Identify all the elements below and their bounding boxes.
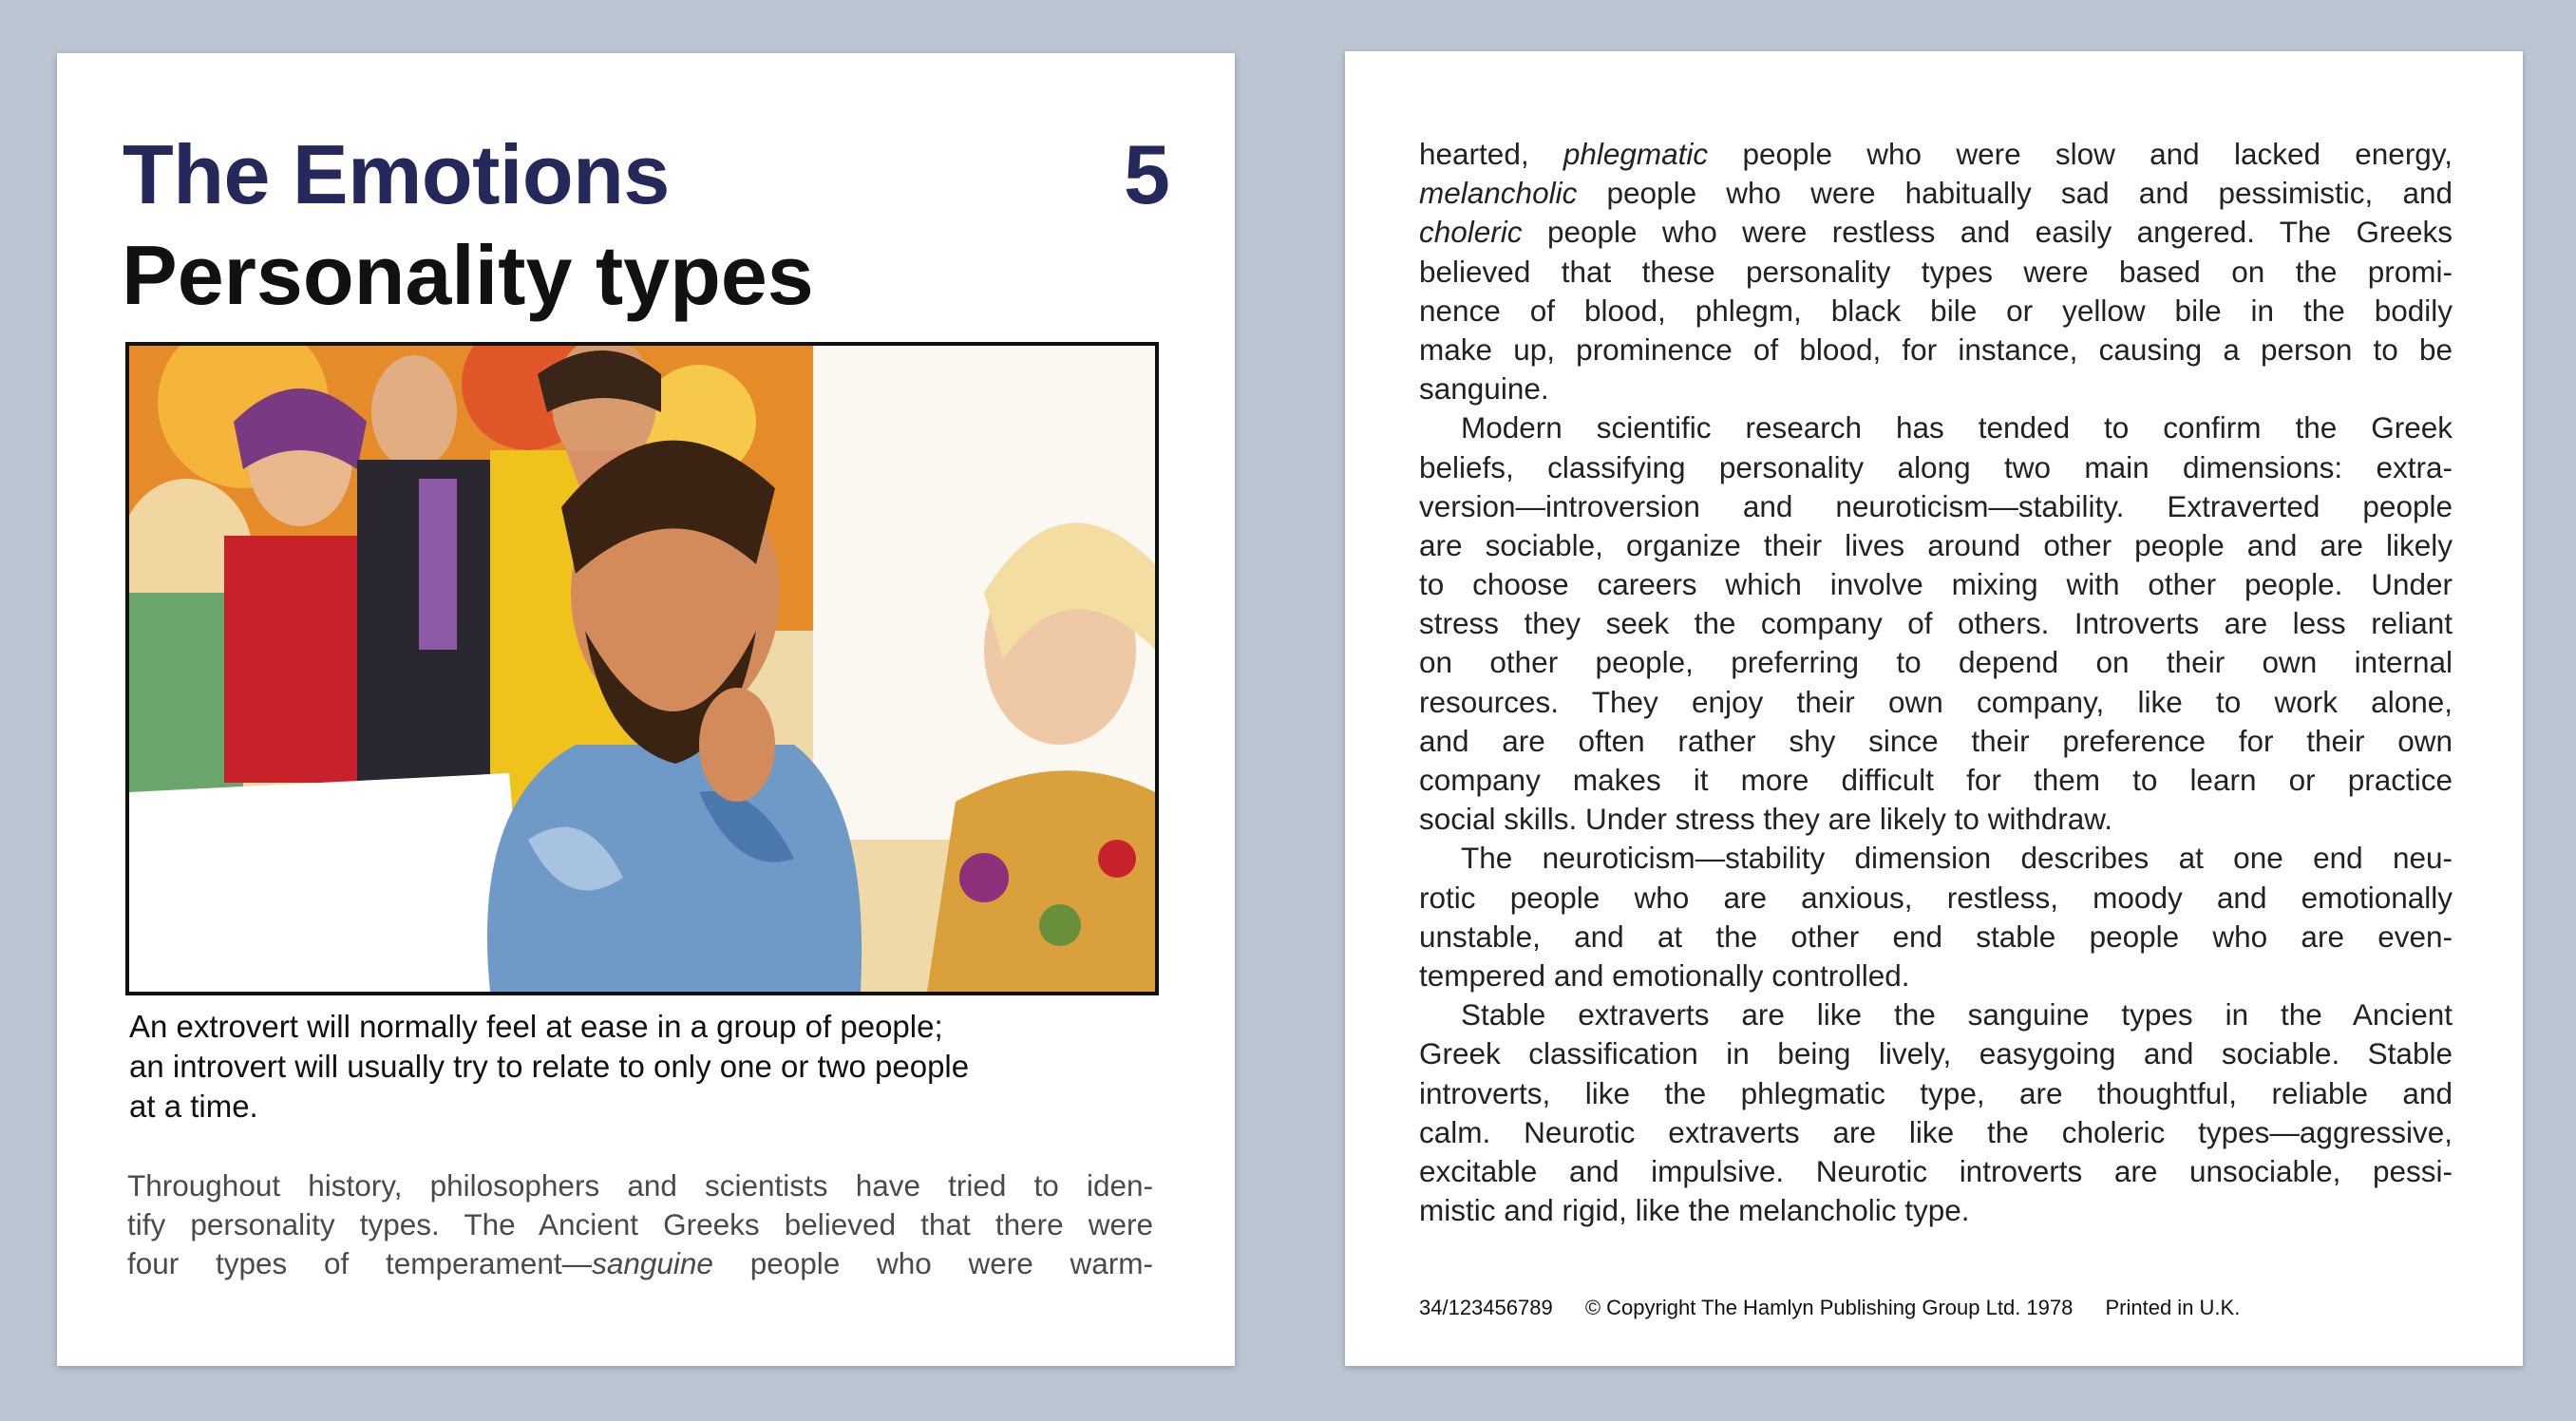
body-line: calm. Neurotic extraverts are like the choleric types—aggressive, [1419,1114,2453,1149]
body-line: to choose careers which involve mixing with other people. Under [1419,567,2453,602]
italic-term: melancholic [1419,176,1578,211]
catalogue-code: 34/123456789 [1419,1296,1553,1319]
body-line: Modern scientific research has tended to confirm the Greek [1461,410,2453,445]
body-line: hearted, phlegmatic people who were slow and lacked energy, [1419,137,2453,171]
printed-notice: Printed in U.K. [2105,1296,2241,1319]
party-illustration [125,342,1159,995]
body-line: The neuroticism—stability dimension describes at one end neu- [1461,841,2453,876]
caption-line: at a time. [129,1089,258,1124]
body-line: Throughout history, philosophers and scientists have tried to iden- [127,1168,1153,1203]
body-line: Stable extraverts are like the sanguine types in the Ancient [1461,997,2453,1033]
illustration-caption [129,1007,1174,1127]
body-line: melancholic people who were habitually sad and pessimistic, and [1419,176,2453,211]
card-back [1345,51,2523,1366]
italic-term: choleric [1419,215,1523,250]
body-line: choleric people who were restless and easily angered. The Greeks [1419,215,2453,250]
card-footer [1419,1296,2266,1320]
body-line: excitable and impulsive. Neurotic introverts are unsociable, pessi- [1419,1153,2453,1188]
card-title: Personality types [122,228,814,322]
body-line: are sociable, organize their lives around other people and are likely [1419,527,2453,562]
body-line: unstable, and at the other end stable people who are even- [1419,919,2453,954]
body-line: tempered and emotionally controlled. [1419,957,1910,993]
body-line: version—introversion and neuroticism—stability. Extraverted people [1419,488,2453,523]
body-line: beliefs, classifying personality along two main dimensions: extra- [1419,449,2453,484]
italic-term: phlegmatic [1563,137,1709,171]
copyright-notice: © Copyright The Hamlyn Publishing Group Ltd. 1978 [1584,1296,2074,1319]
series-title: The Emotions [123,127,670,221]
body-line: tify personality types. The Ancient Greeks believed that there were [127,1207,1153,1241]
card-number: 5 [1124,127,1170,221]
body-line: stress they seek the company of others. Introverts are less reliant [1419,606,2453,641]
body-line: company makes it more difficult for them to learn or practice [1419,763,2453,797]
card-front [57,53,1235,1366]
body-line: sanguine. [1419,371,1549,407]
italic-term: sanguine [592,1246,713,1280]
body-line: nence of blood, phlegm, black bile or yellow bile in the bodily [1419,293,2453,328]
body-line: four types of temperament—sanguine people who were warm- [127,1246,1153,1280]
body-line: social skills. Under stress they are likely to withdraw. [1419,802,2113,837]
body-line: believed that these personality types were based on the promi- [1419,254,2453,289]
body-line: Greek classification in being lively, easygoing and sociable. Stable [1419,1036,2453,1071]
front-body-text [127,1166,1153,1283]
body-line: resources. They enjoy their own company, like to work alone, [1419,684,2453,719]
body-line: on other people, preferring to depend on their own internal [1419,645,2453,680]
body-line: introverts, like the phlegmatic type, are thoughtful, reliable and [1419,1075,2453,1110]
body-line: mistic and rigid, like the melancholic type. [1419,1193,1970,1228]
body-line: and are often rather shy since their preference for their own [1419,723,2453,758]
caption-line: an introvert will usually try to relate to only one or two people [129,1049,970,1084]
body-line: make up, prominence of blood, for instance, causing a person to be [1419,332,2453,367]
party-illustration-art [129,346,1155,992]
caption-line: An extrovert will normally feel at ease in a group of people; [129,1009,943,1044]
body-line: rotic people who are anxious, restless, moody and emotionally [1419,880,2453,915]
back-body-text [1419,135,2453,1230]
